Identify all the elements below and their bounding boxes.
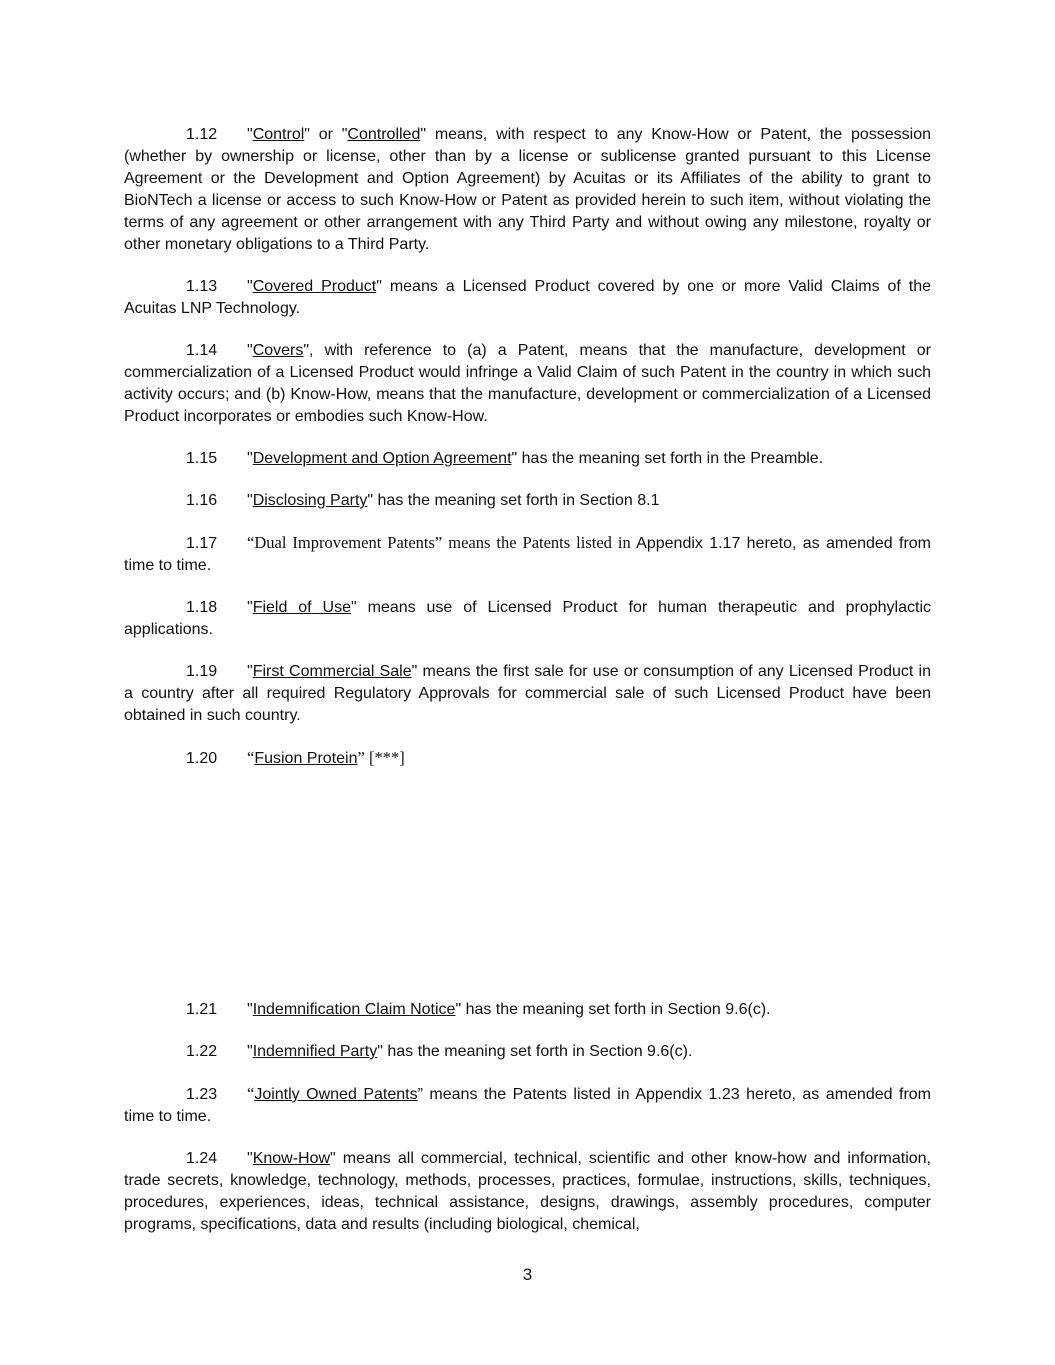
definition-text: " means the first sale for use or consumption of any Licensed Product in a country after all required Regulatory Approvals for commercial sale of such Licensed Product have been obtained in such country. [124, 663, 932, 724]
defined-term: Indemnification Claim Notice [252, 1001, 456, 1018]
defined-term: Controlled [347, 126, 421, 143]
definition-1-20: 1.20 “Fusion Protein” [***] [124, 747, 931, 770]
defined-term: First Commercial Sale [252, 663, 412, 680]
definition-1-18: 1.18 "Field of Use" means use of Licensed Product for human therapeutic and prophylactic applications. [124, 599, 931, 638]
section-number: 1.17 [186, 535, 218, 552]
definition-1-24: 1.24 "Know-How" means all commercial, technical, scientific and other know-how and information, trade secrets, knowledge, technology, methods, processes, practices, formulae, instructions, skills, techniques, procedures, experiences, ideas, technical assistance, designs, drawings, assembly procedures, computer programs, specifications, data and results (including biological, chemical, [124, 1150, 931, 1233]
section-number: 1.24 [186, 1150, 218, 1167]
redacted-gap [124, 790, 931, 999]
page-number: 3 [522, 1265, 533, 1284]
section-number: 1.22 [186, 1043, 218, 1060]
definition-1-13: 1.13 "Covered Product" means a Licensed Product covered by one or more Valid Claims of the Acuitas LNP Technology. [124, 278, 932, 317]
definition-text: " means all commercial, technical, scientific and other know-how and information, trade secrets, knowledge, technology, methods, processes, practices, formulae, instructions, skills, techniques, procedures, experiences, ideas, technical assistance, designs, drawings, assembly procedures, computer programs, specifications, data and results (including biological, chemical, [124, 1150, 931, 1233]
definition-text: " means a Licensed Product covered by one or more Valid Claims of the Acuitas LNP Technology. [124, 278, 932, 317]
defined-term: Field of Use [252, 599, 351, 616]
definition-text: " has the meaning set forth in the Preamble. [511, 450, 824, 467]
defined-term: Know-How [252, 1150, 331, 1167]
section-number: 1.15 [186, 450, 218, 467]
definition-text: " has the meaning set forth in Section 9.6(c). [377, 1043, 693, 1060]
definition-1-19: 1.19 "First Commercial Sale" means the first sale for use or consumption of any Licensed Product in a country after all required Regulatory Approvals for commercial sale of such Licensed Product have been obtained in such country. [124, 663, 932, 724]
definition-1-23: 1.23 “Jointly Owned Patents” means the Patents listed in Appendix 1.23 hereto, as amended from time to time. [124, 1084, 931, 1125]
defined-term: Jointly Owned Patents [254, 1086, 418, 1103]
definition-text: Appendix 1.17 hereto, as amended from time to time. [124, 535, 932, 574]
definition-text: " means, with respect to any Know-How or Patent, the possession (whether by ownership or license, other than by a license or sublicense granted pursuant to this License Agreement or the Development and Option Agreement) by Acuitas or its Affiliates of the ability to grant to BioNTech a license or access to such Know-How or Patent as provided herein to such item, without violating the terms of any agreement or other arrangement with any Third Party and without owing any milestone, royalty or other monetary obligations to a Third Party. [124, 126, 931, 253]
section-number: 1.23 [186, 1086, 218, 1103]
defined-term: Control [252, 126, 305, 143]
definition-text: ” [***] [357, 748, 405, 767]
section-number: 1.20 [186, 750, 218, 767]
definition-1-22: 1.22 "Indemnified Party" has the meaning set forth in Section 9.6(c). [124, 1041, 931, 1063]
definition-1-17 [124, 532, 931, 577]
section-number: 1.18 [186, 599, 218, 616]
definition-1-14: 1.14 "Covers", with reference to (a) a Patent, means that the manufacture, development or commercialization of a Licensed Product would infringe a Valid Claim of such Patent in the country in which such activity occurs; and (b) Know-How, means that the manufacture, development or commercialization of a Licensed Product incorporates or embodies such Know-How. [124, 342, 931, 425]
section-number: 1.13 [186, 278, 218, 295]
definition-text: ", with reference to (a) a Patent, means that the manufacture, development or commercialization of a Licensed Product would infringe a Valid Claim of such Patent in the country in which such activity occurs; and (b) Know-How, means that the manufacture, development or commercialization of a Licensed Product incorporates or embodies such Know-How. [124, 342, 931, 425]
defined-term: Disclosing Party [252, 492, 368, 509]
section-number: 1.19 [186, 663, 218, 680]
document-page [124, 124, 931, 1256]
definition-text: " has the meaning set forth in Section 8.1 [367, 492, 660, 509]
section-number: 1.21 [186, 1001, 218, 1018]
definition-text-serif: “Dual Improvement Patents” means the Patents listed in [247, 533, 631, 552]
defined-term: Development and Option Agreement [252, 450, 512, 467]
definition-text: " has the meaning set forth in Section 9.6(c). [455, 1001, 771, 1018]
section-number: 1.16 [186, 492, 218, 509]
section-number: 1.14 [186, 342, 218, 359]
definition-text: " means use of Licensed Product for human therapeutic and prophylactic applications. [124, 599, 931, 638]
defined-term: Covers [252, 342, 304, 359]
definition-1-12: 1.12 "Control" or "Controlled" means, with respect to any Know-How or Patent, the possession (whether by ownership or license, other than by a license or sublicense granted pursuant to this License Agreement or the Development and Option Agreement) by Acuitas or its Affiliates of the ability to grant to BioNTech a license or access to such Know-How or Patent as provided herein to such item, without violating the terms of any agreement or other arrangement with any Third Party and without owing any milestone, royalty or other monetary obligations to a Third Party. [124, 126, 931, 253]
section-number: 1.12 [186, 126, 218, 143]
defined-term: Covered Product [252, 278, 377, 295]
definition-text: ” means the Patents listed in Appendix 1.23 hereto, as amended from time to time. [124, 1086, 931, 1125]
definition-1-21: 1.21 "Indemnification Claim Notice" has the meaning set forth in Section 9.6(c). [124, 999, 931, 1021]
definition-1-16: 1.16 "Disclosing Party" has the meaning set forth in Section 8.1 [124, 490, 931, 512]
defined-term: Indemnified Party [252, 1043, 378, 1060]
definition-1-15: 1.15 "Development and Option Agreement" has the meaning set forth in the Preamble. [124, 448, 931, 470]
defined-term: Fusion Protein [254, 750, 358, 767]
